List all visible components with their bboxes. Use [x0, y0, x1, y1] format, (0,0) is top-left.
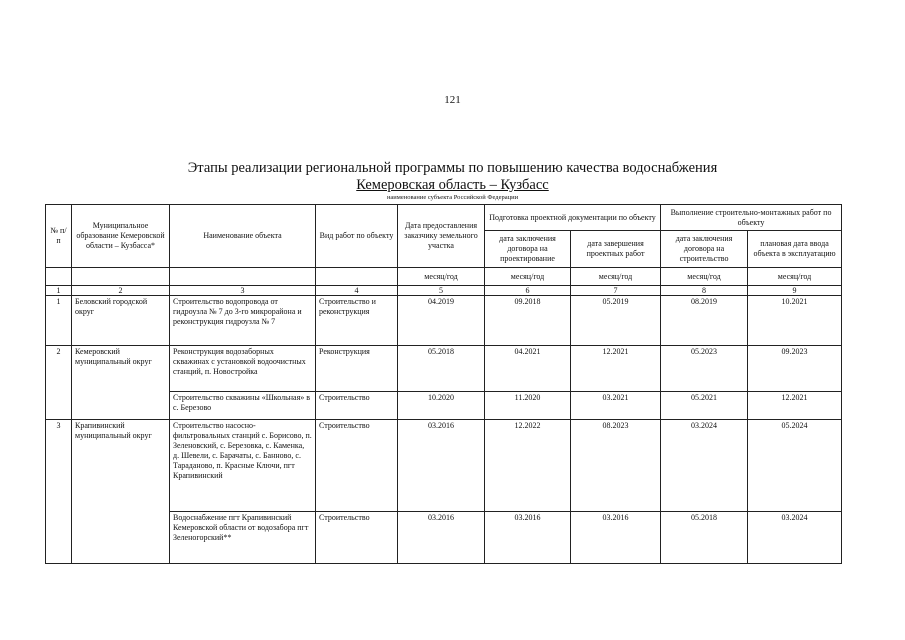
- row-construction-contract: 05.2021: [661, 392, 748, 420]
- row-design-complete: 03.2021: [571, 392, 661, 420]
- units-spacer: [72, 268, 170, 286]
- row-commissioning: 03.2024: [748, 512, 842, 564]
- subject-caption: наименование субъекта Российской Федерации: [386, 194, 519, 201]
- row-object: Водоснабжение пгт Крапивинский Кемеровской области от водозабора пгт Зеленогорский**: [170, 512, 316, 564]
- row-work-type: Строительство: [316, 392, 398, 420]
- unit-label: месяц/год: [485, 268, 571, 286]
- header-work-type: Вид работ по объекту: [316, 205, 398, 268]
- row-commissioning: 05.2024: [748, 420, 842, 512]
- subject-name: [0, 177, 905, 194]
- row-design-contract: 11.2020: [485, 392, 571, 420]
- row-land-date: 05.2018: [398, 346, 485, 392]
- row-land-date: 03.2016: [398, 420, 485, 512]
- row-design-complete: 05.2019: [571, 296, 661, 346]
- row-object: Реконструкция водозаборных скважинах с установкой водоочистных станций, п. Новостройка: [170, 346, 316, 392]
- row-municipality: Беловский городской округ: [72, 296, 170, 346]
- header-object: Наименование объекта: [170, 205, 316, 268]
- row-design-complete: 08.2023: [571, 420, 661, 512]
- row-work-type: Строительство и реконструкция: [316, 296, 398, 346]
- row-num: 1: [46, 296, 72, 346]
- unit-label: месяц/год: [661, 268, 748, 286]
- row-land-date: 04.2019: [398, 296, 485, 346]
- unit-label: месяц/год: [571, 268, 661, 286]
- document-title: Этапы реализации региональной программы по повышению качества водоснабжения: [187, 160, 718, 176]
- column-number: 8: [661, 286, 748, 296]
- row-design-complete: 03.2016: [571, 512, 661, 564]
- column-number: 9: [748, 286, 842, 296]
- table-row: [46, 420, 842, 512]
- header-design-group: Подготовка проектной документации по объекту: [485, 205, 661, 231]
- header-row-1: [46, 205, 842, 231]
- column-number: 7: [571, 286, 661, 296]
- stages-table: [45, 204, 842, 564]
- row-commissioning: 09.2023: [748, 346, 842, 392]
- column-number: 5: [398, 286, 485, 296]
- column-number-row: [46, 286, 842, 296]
- header-units-row: [46, 268, 842, 286]
- header-num: № п/п: [46, 205, 72, 268]
- unit-label: месяц/год: [748, 268, 842, 286]
- row-object: Строительство насосно-фильтровальных станций с. Борисово, п. Зеленовский, с. Березовка, с. Каменка, д. Шевели, с. Барачаты, с. Банново, с. Тараданово, п. Красные Ключи, пгт Крапивинский: [170, 420, 316, 512]
- header-design-complete: дата завершения проектных работ: [571, 231, 661, 268]
- column-number: 2: [72, 286, 170, 296]
- row-object: Строительство скважины «Школьная» в с. Березово: [170, 392, 316, 420]
- row-num: 3: [46, 420, 72, 564]
- units-spacer: [46, 268, 72, 286]
- row-land-date: 03.2016: [398, 512, 485, 564]
- page-number: 121: [444, 94, 461, 106]
- row-design-contract: 12.2022: [485, 420, 571, 512]
- row-construction-contract: 03.2024: [661, 420, 748, 512]
- header-design-contract: дата заключения договора на проектирование: [485, 231, 571, 268]
- table-row: [46, 296, 842, 346]
- row-municipality: Кемеровский муниципальный округ: [72, 346, 170, 420]
- row-design-contract: 09.2018: [485, 296, 571, 346]
- row-design-contract: 03.2016: [485, 512, 571, 564]
- row-land-date: 10.2020: [398, 392, 485, 420]
- table-row: [46, 346, 842, 392]
- row-work-type: Реконструкция: [316, 346, 398, 392]
- row-work-type: Строительство: [316, 420, 398, 512]
- units-spacer: [170, 268, 316, 286]
- row-design-contract: 04.2021: [485, 346, 571, 392]
- row-object: Строительство водопровода от гидроузла № 7 до 3-го микрорайона и реконструкция гидроузла № 7: [170, 296, 316, 346]
- row-num: 2: [46, 346, 72, 420]
- row-commissioning: 12.2021: [748, 392, 842, 420]
- column-number: 3: [170, 286, 316, 296]
- unit-label: месяц/год: [398, 268, 485, 286]
- row-commissioning: 10.2021: [748, 296, 842, 346]
- units-spacer: [316, 268, 398, 286]
- column-number: 4: [316, 286, 398, 296]
- header-municipality: Муниципальное образование Кемеровской области – Кузбасса*: [72, 205, 170, 268]
- column-number: 1: [46, 286, 72, 296]
- subject-name-text: Кемеровская область – Кузбасс: [356, 177, 549, 193]
- row-work-type: Строительство: [316, 512, 398, 564]
- row-construction-contract: 05.2018: [661, 512, 748, 564]
- header-construction-contract: дата заключения договора на строительство: [661, 231, 748, 268]
- row-construction-contract: 05.2023: [661, 346, 748, 392]
- row-municipality: Крапивинский муниципальный округ: [72, 420, 170, 564]
- column-number: 6: [485, 286, 571, 296]
- header-land-date: Дата предоставления заказчику земельного участка: [398, 205, 485, 268]
- row-construction-contract: 08.2019: [661, 296, 748, 346]
- header-commissioning: плановая дата ввода объекта в эксплуатацию: [748, 231, 842, 268]
- row-design-complete: 12.2021: [571, 346, 661, 392]
- header-construction-group: Выполнение строительно-монтажных работ по объекту: [661, 205, 842, 231]
